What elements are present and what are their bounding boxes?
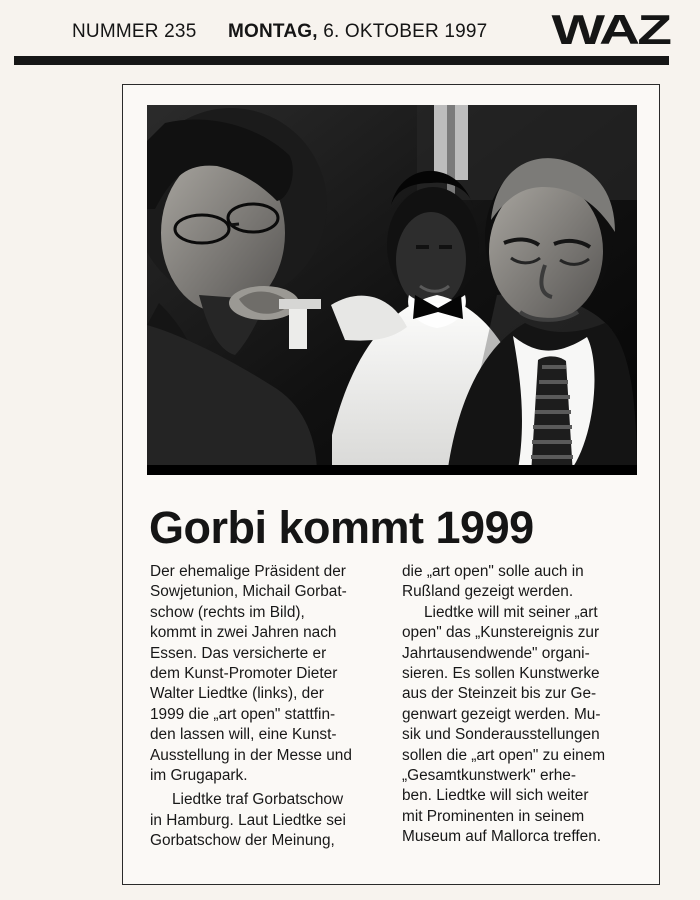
newspaper-header xyxy=(14,8,669,60)
article-line: Museum auf Mallorca treffen. xyxy=(402,828,602,846)
issue-date xyxy=(228,21,487,43)
article-headline: Gorbi kommt 1999 xyxy=(149,502,534,553)
newspaper-photo-icon xyxy=(147,105,637,475)
article-line: ben. Liedtke will sich weiter xyxy=(402,787,589,805)
issue-number: NUMMER 235 xyxy=(72,21,197,42)
text-line: Der ehemalige Präsident der xyxy=(150,563,346,580)
article-line: „Gesamtkunstwerk" erhe- xyxy=(402,767,576,785)
issue-weekday: MONTAG, xyxy=(228,21,318,42)
article-line: open" das „Kunstereignis zur xyxy=(402,624,600,642)
article-line: Sowjetunion, Michail Gorbat- xyxy=(150,583,347,601)
article-line: Jahrtausendwende" organi- xyxy=(402,644,590,662)
article-line: kommt in zwei Jahren nach xyxy=(150,624,337,642)
article-left-column xyxy=(150,562,386,852)
article-line: Gorbatschow der Meinung, xyxy=(150,832,335,850)
article-line: schow (rechts im Bild), xyxy=(150,603,305,621)
article-line: sieren. Es sollen Kunstwerke xyxy=(402,665,600,683)
article-line: Walter Liedtke (links), der xyxy=(150,685,324,703)
article-line: die „art open" solle auch in xyxy=(402,563,584,580)
issue-date-text: 6. OKTOBER 1997 xyxy=(323,21,488,42)
article-line: genwart gezeigt werden. Mu- xyxy=(402,705,601,723)
article-right-column xyxy=(402,562,642,848)
article-line: mit Prominenten in seinem xyxy=(402,807,585,825)
article-clipping xyxy=(122,84,660,885)
article-line: Essen. Das versicherte er xyxy=(150,644,327,662)
article-line: den lassen will, eine Kunst- xyxy=(150,726,337,744)
article-line: sik und Sonderausstellungen xyxy=(402,726,600,744)
article-line: aus der Steinzeit bis zur Ge- xyxy=(402,685,597,703)
article-line: dem Kunst-Promoter Dieter xyxy=(150,665,338,683)
article-line: Ausstellung in der Messe und xyxy=(150,746,352,764)
article-line: in Hamburg. Laut Liedtke sei xyxy=(150,811,346,829)
waz-logo: WAZ xyxy=(551,6,669,53)
article-photo xyxy=(147,105,637,475)
article-line xyxy=(150,562,386,582)
article-line: sollen die „art open" zu einem xyxy=(402,746,606,764)
article-line: Liedtke traf Gorbatschow xyxy=(172,791,344,809)
article-line: 1999 die „art open" stattfin- xyxy=(150,705,336,723)
article-line: Liedtke will mit seiner „art xyxy=(424,603,598,621)
article-line: im Grugapark. xyxy=(150,767,248,785)
article-line: Rußland gezeigt werden. xyxy=(402,583,574,601)
header-rule xyxy=(14,56,669,65)
